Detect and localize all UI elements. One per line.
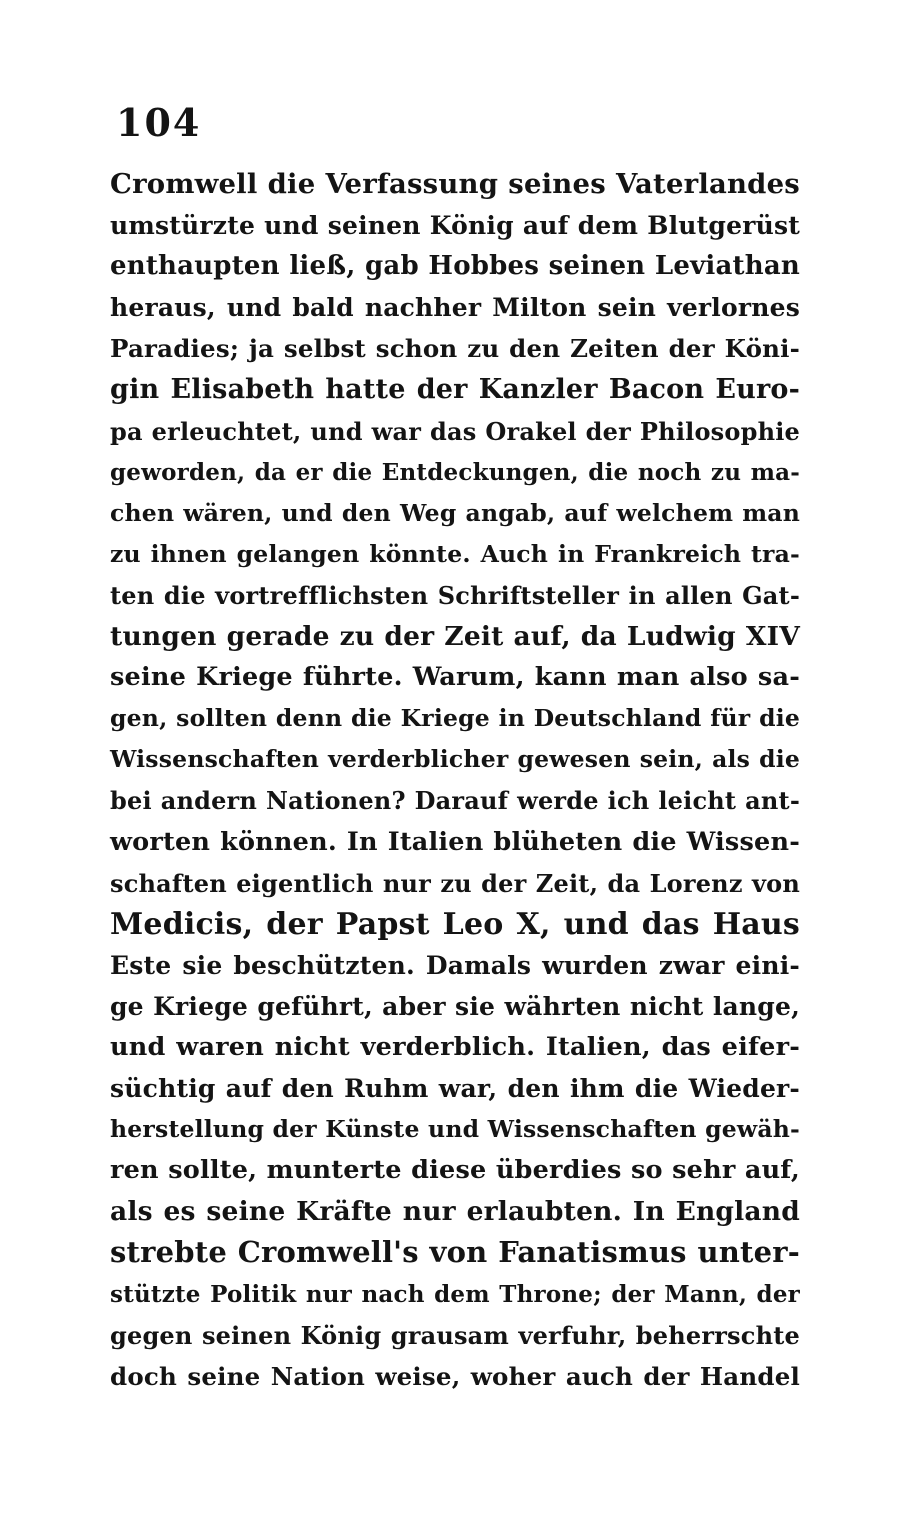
body-text <box>110 164 800 1397</box>
text-line: zu ihnen gelangen könnte. Auch in Frankreich tra- <box>110 539 800 568</box>
text-line: gin Elisabeth hatte der Kanzler Bacon Euro- <box>110 374 800 406</box>
text-line: doch seine Nation weise, woher auch der Handel <box>110 1361 800 1391</box>
text-line: chen wären, und den Weg angab, auf welchem man <box>110 498 800 527</box>
text-line: herstellung der Künste und Wissenschaften gewäh- <box>110 1115 800 1144</box>
text-line: gegen seinen König grausam verfuhr, beherrschte <box>110 1320 800 1350</box>
text-line: ge Kriege geführt, aber sie währten nicht lange, <box>110 991 800 1021</box>
text-line: enthaupten ließ, gab Hobbes seinen Leviathan <box>110 251 800 282</box>
text-line: umstürzte und seinen König auf dem Blutgerüst <box>110 211 800 241</box>
text-line: ren sollte, munterte diese überdies so sehr auf, <box>110 1155 800 1186</box>
page-number: 104 <box>116 100 202 145</box>
text-line: worten können. In Italien blüheten die Wissen- <box>110 826 800 857</box>
text-line: pa erleuchtet, und war das Orakel der Philosophie <box>110 416 800 446</box>
text-line: gen, sollten denn die Kriege in Deutschland für die <box>110 704 800 733</box>
text-line: Cromwell die Verfassung seines Vaterlandes <box>110 168 800 200</box>
text-line: ten die vortrefflichsten Schriftsteller in allen Gat- <box>110 580 800 610</box>
text-line: tungen gerade zu der Zeit auf, da Ludwig XIV <box>110 621 800 653</box>
text-line: stützte Politik nur nach dem Throne; der Mann, der <box>110 1280 800 1308</box>
text-line: geworden, da er die Entdeckungen, die noch zu ma- <box>110 458 800 486</box>
text-line: Este sie beschützten. Damals wurden zwar eini- <box>110 950 800 980</box>
text-line: Wissenschaften verderblicher gewesen sein, als die <box>110 745 800 774</box>
text-line: schaften eigentlich nur zu der Zeit, da Lorenz von <box>110 868 800 898</box>
text-line: seine Kriege führte. Warum, kann man also sa- <box>110 662 800 693</box>
text-line: süchtig auf den Ruhm war, den ihm die Wieder- <box>110 1074 800 1104</box>
text-line: und waren nicht verderblich. Italien, das eifer- <box>110 1031 800 1062</box>
text-line: strebte Cromwell's von Fanatismus unter- <box>110 1235 800 1270</box>
text-line: bei andern Nationen? Darauf werde ich leicht ant- <box>110 786 800 816</box>
text-line: Paradies; ja selbst schon zu den Zeiten der Köni- <box>110 334 800 364</box>
text-line: heraus, und bald nachher Milton sein verlornes <box>110 293 800 323</box>
text-line: Medicis, der Papst Leo X, und das Haus <box>110 906 800 942</box>
text-line: als es seine Kräfte nur erlaubten. In England <box>110 1196 800 1228</box>
